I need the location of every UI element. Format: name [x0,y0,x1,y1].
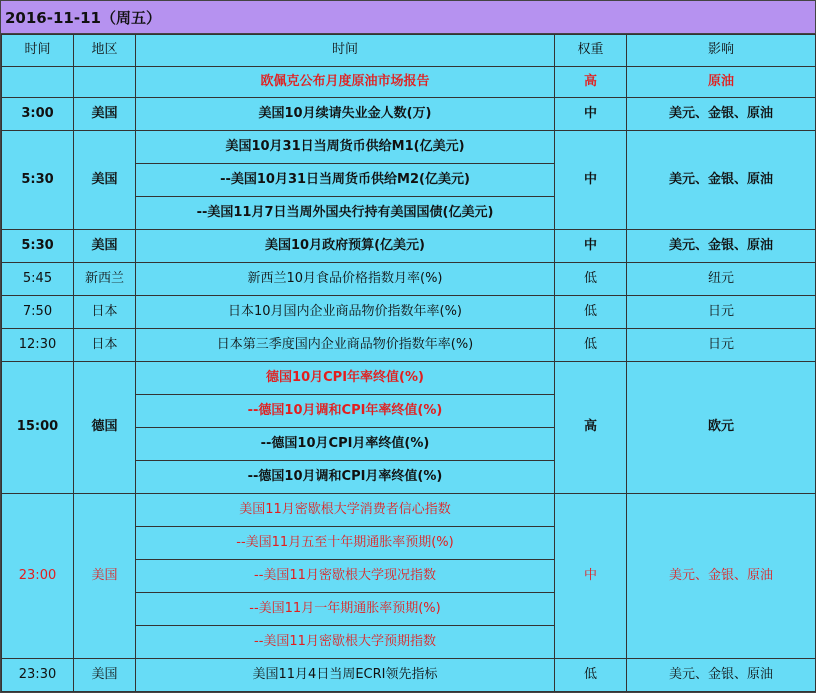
table-row [2,67,816,98]
event-cell: --美国10月31日当周货币供给M2(亿美元) [136,164,555,197]
impact-cell: 美元、金银、原油 [627,494,816,659]
table-row [2,329,816,362]
time-cell [2,67,74,98]
impact-cell: 美元、金银、原油 [627,131,816,230]
time-cell: 23:30 [2,659,74,692]
date-banner [1,1,815,34]
time-cell: 3:00 [2,98,74,131]
event-cell: --美国11月一年期通胀率预期(%) [136,593,555,626]
table-row [2,362,816,395]
table-row [2,230,816,263]
time-cell: 5:45 [2,263,74,296]
impact-cell: 美元、金银、原油 [627,230,816,263]
impact-cell: 日元 [627,329,816,362]
impact-cell: 日元 [627,296,816,329]
event-cell: 日本第三季度国内企业商品物价指数年率(%) [136,329,555,362]
event-cell: 美国10月政府预算(亿美元) [136,230,555,263]
event-cell: --美国11月密歇根大学现况指数 [136,560,555,593]
event-cell: 美国11月密歇根大学消费者信心指数 [136,494,555,527]
header-weight: 权重 [555,35,627,67]
weight-cell: 中 [555,98,627,131]
region-cell: 美国 [74,230,136,263]
time-cell: 12:30 [2,329,74,362]
event-cell: --美国11月密歇根大学预期指数 [136,626,555,659]
event-cell: 日本10月国内企业商品物价指数年率(%) [136,296,555,329]
impact-cell: 美元、金银、原油 [627,659,816,692]
header-region: 地区 [74,35,136,67]
region-cell: 日本 [74,296,136,329]
region-cell: 日本 [74,329,136,362]
header-row [2,35,816,67]
impact-cell: 原油 [627,67,816,98]
weight-cell: 低 [555,296,627,329]
weight-cell: 中 [555,131,627,230]
impact-cell: 纽元 [627,263,816,296]
weight-cell: 中 [555,494,627,659]
table-row [2,263,816,296]
event-cell: 欧佩克公布月度原油市场报告 [136,67,555,98]
weight-cell: 低 [555,263,627,296]
region-cell [74,67,136,98]
time-cell: 7:50 [2,296,74,329]
event-cell: 新西兰10月食品价格指数月率(%) [136,263,555,296]
economic-calendar-table [1,34,816,692]
weight-cell: 高 [555,362,627,494]
weight-cell: 低 [555,659,627,692]
event-cell: --德国10月CPI月率终值(%) [136,428,555,461]
region-cell: 美国 [74,98,136,131]
table-row [2,659,816,692]
header-event: 时间 [136,35,555,67]
event-cell: --美国11月7日当周外国央行持有美国国债(亿美元) [136,197,555,230]
region-cell: 美国 [74,131,136,230]
region-cell: 德国 [74,362,136,494]
time-cell: 5:30 [2,131,74,230]
table-row [2,494,816,527]
event-cell: --德国10月调和CPI月率终值(%) [136,461,555,494]
time-cell: 23:00 [2,494,74,659]
weight-cell: 低 [555,329,627,362]
header-impact: 影响 [627,35,816,67]
region-cell: 美国 [74,659,136,692]
event-cell: 德国10月CPI年率终值(%) [136,362,555,395]
region-cell: 新西兰 [74,263,136,296]
table-row [2,131,816,164]
event-cell: --德国10月调和CPI年率终值(%) [136,395,555,428]
weight-cell: 中 [555,230,627,263]
impact-cell: 欧元 [627,362,816,494]
time-cell: 5:30 [2,230,74,263]
event-cell: 美国10月续请失业金人数(万) [136,98,555,131]
date-label: 2016-11-11（周五） [5,8,161,27]
impact-cell: 美元、金银、原油 [627,98,816,131]
weight-cell: 高 [555,67,627,98]
event-cell: 美国11月4日当周ECRI领先指标 [136,659,555,692]
time-cell: 15:00 [2,362,74,494]
event-cell: 美国10月31日当周货币供给M1(亿美元) [136,131,555,164]
region-cell: 美国 [74,494,136,659]
header-time: 时间 [2,35,74,67]
event-cell: --美国11月五至十年期通胀率预期(%) [136,527,555,560]
table-row [2,98,816,131]
table-row [2,296,816,329]
